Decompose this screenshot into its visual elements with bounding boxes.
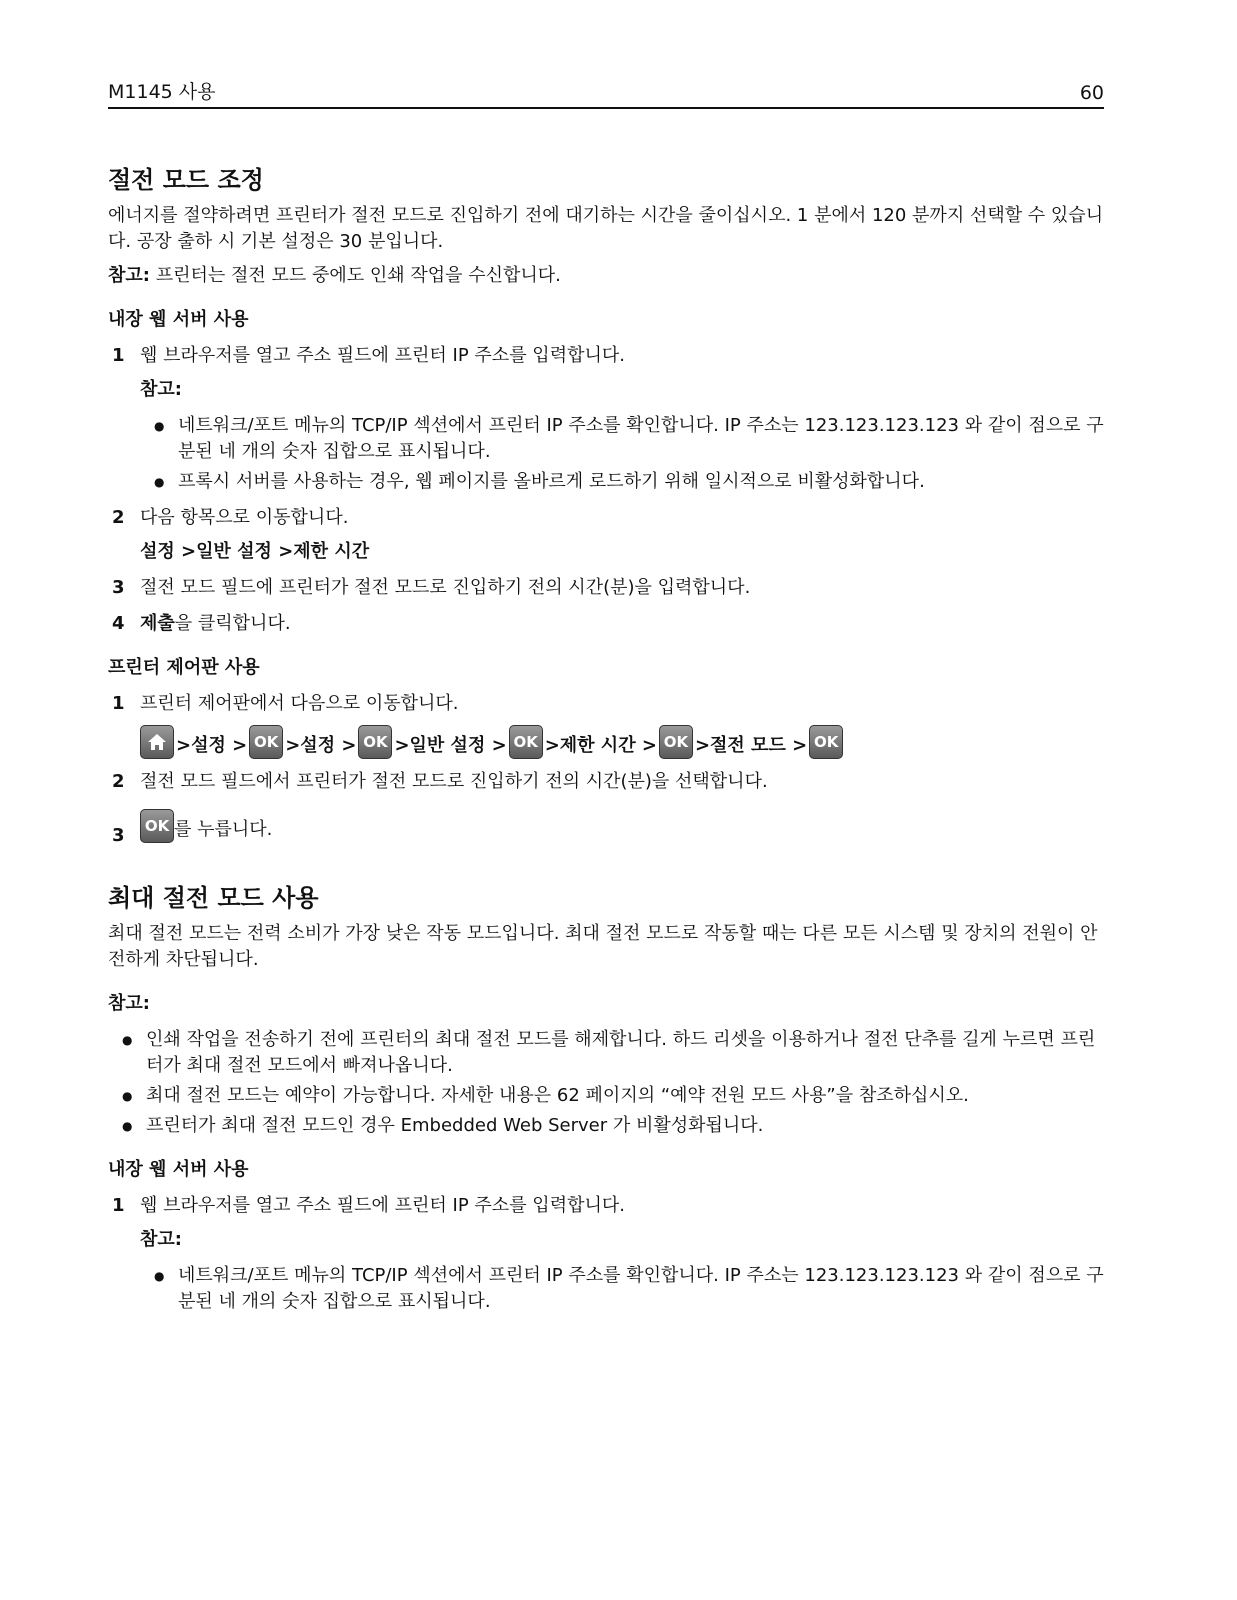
step-item <box>108 343 1104 495</box>
step-item <box>108 611 1104 637</box>
menu-path: 설정 >일반 설정 >제한 시간 <box>140 541 370 562</box>
step-text: 를 누릅니다. <box>174 819 273 840</box>
subheading-ews: 내장 웹 서버 사용 <box>108 1159 249 1180</box>
step-note-label: 참고: <box>140 1229 182 1250</box>
note-paragraph <box>108 263 1104 289</box>
ok-button-icon: OK <box>659 725 693 759</box>
section-title-hibernate: 최대 절전 모드 사용 <box>108 884 319 912</box>
list-item: ● 네트워크/포트 메뉴의 TCP/IP 섹션에서 프린터 IP 주소를 확인합니다. IP 주소는 123.123.123.123 와 같이 점으로 구분된 네 개의 숫자 집합으로 표시됩니다. <box>140 1263 1104 1315</box>
step-text: 을 클릭합니다. <box>174 613 291 634</box>
list-item: ● 최대 절전 모드는 예약이 가능합니다. 자세한 내용은 62 페이지의 “예약 전원 모드 사용”을 참조하십시오. <box>108 1083 1104 1109</box>
step-number: 2 <box>112 771 125 792</box>
note-label: 참고: <box>108 265 150 286</box>
subheading-ews: 내장 웹 서버 사용 <box>108 309 249 330</box>
list-item: ● 프린터가 최대 절전 모드인 경우 Embedded Web Server 가 비활성화됩니다. <box>108 1113 1104 1139</box>
page-header <box>108 80 1104 109</box>
ok-button-icon: OK <box>249 725 283 759</box>
path-segment: >절전 모드 > <box>694 735 808 756</box>
step-text: 절전 모드 필드에서 프린터가 절전 모드로 진입하기 전의 시간(분)을 선택합니다. <box>140 771 768 792</box>
section-title-sleep-mode: 절전 모드 조정 <box>108 166 264 194</box>
home-button-icon <box>140 725 174 759</box>
step-number: 3 <box>112 577 125 598</box>
path-segment: >일반 설정 > <box>394 735 507 756</box>
step-note-label: 참고: <box>140 379 182 400</box>
step-item <box>108 691 1104 759</box>
list-item: ● 네트워크/포트 메뉴의 TCP/IP 섹션에서 프린터 IP 주소를 확인합니다. IP 주소는 123.123.123.123 와 같이 점으로 구분된 네 개의 숫자 집합으로 표시됩니다. <box>140 413 1104 465</box>
section-intro: 에너지를 절약하려면 프린터가 절전 모드로 진입하기 전에 대기하는 시간을 줄이십시오. 1 분에서 120 분까지 선택할 수 있습니다. 공장 출하 시 기본 설정은 30 분입니다. <box>108 205 1104 252</box>
note-text: 프린터는 절전 모드 중에도 인쇄 작업을 수신합니다. <box>149 265 561 286</box>
path-segment: >제한 시간 > <box>544 735 657 756</box>
step-number: 2 <box>112 507 125 528</box>
note-bullets <box>140 1263 1104 1315</box>
ok-button-icon: OK <box>358 725 392 759</box>
step-item <box>108 575 1104 601</box>
step-item <box>108 1193 1104 1315</box>
step-text: 절전 모드 필드에 프린터가 절전 모드로 진입하기 전의 시간(분)을 입력합니다. <box>140 577 751 598</box>
path-segment: >설정 > <box>176 735 248 756</box>
ok-button-icon: OK <box>509 725 543 759</box>
step-text: 프린터 제어판에서 다음으로 이동합니다. <box>140 693 459 714</box>
control-panel-path <box>140 725 1104 759</box>
ok-button-icon: OK <box>809 725 843 759</box>
step-number: 1 <box>112 345 125 366</box>
ews-steps <box>108 343 1104 637</box>
home-icon <box>146 732 168 752</box>
ews-steps <box>108 1193 1104 1315</box>
step-number: 1 <box>112 693 125 714</box>
header-title: M1145 사용 <box>108 81 216 103</box>
list-item: ● 인쇄 작업을 전송하기 전에 프린터의 최대 절전 모드를 해제합니다. 하드 리셋을 이용하거나 절전 단추를 길게 누르면 프린터가 최대 절전 모드에서 빠져나옵니다. <box>108 1027 1104 1079</box>
note-label: 참고: <box>108 993 150 1014</box>
step-text: 다음 항목으로 이동합니다. <box>140 507 349 528</box>
document-page <box>108 80 1104 1315</box>
step-item <box>108 809 1104 846</box>
list-item: ● 프록시 서버를 사용하는 경우, 웹 페이지를 올바르게 로드하기 위해 일시적으로 비활성화합니다. <box>140 469 1104 495</box>
section-intro: 최대 절전 모드는 전력 소비가 가장 낮은 작동 모드입니다. 최대 절전 모드로 작동할 때는 다른 모든 시스템 및 장치의 전원이 안전하게 차단됩니다. <box>108 923 1098 970</box>
ok-button-icon: OK <box>140 809 174 843</box>
note-bullets <box>140 413 1104 495</box>
step-item <box>108 769 1104 795</box>
path-segment: >설정 > <box>285 735 357 756</box>
step-number: 1 <box>112 1195 125 1216</box>
panel-steps <box>108 691 1104 846</box>
hibernate-notes <box>108 1027 1104 1139</box>
step-number: 4 <box>112 613 125 634</box>
submit-label: 제출 <box>140 613 175 634</box>
page-number: 60 <box>1079 82 1104 104</box>
step-item <box>108 505 1104 565</box>
subheading-control-panel: 프린터 제어판 사용 <box>108 657 260 678</box>
step-text: 웹 브라우저를 열고 주소 필드에 프린터 IP 주소를 입력합니다. <box>140 345 625 366</box>
step-text: 웹 브라우저를 열고 주소 필드에 프린터 IP 주소를 입력합니다. <box>140 1195 625 1216</box>
step-number: 3 <box>112 825 125 846</box>
